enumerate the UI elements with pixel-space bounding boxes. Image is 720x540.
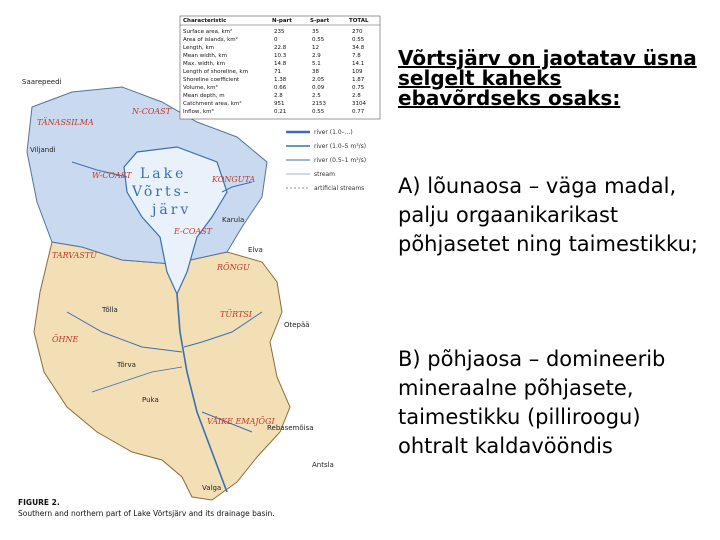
region-label-ohne: ÕHNE xyxy=(52,335,79,344)
place-label-viljandi: Viljandi xyxy=(30,146,56,154)
table-cell: 0 xyxy=(274,37,278,43)
table-cell: 0.66 xyxy=(274,85,287,91)
table-header-characteristic: Characteristic xyxy=(183,18,227,24)
table-cell: 22.8 xyxy=(274,45,287,51)
table-row-label: Shoreline coefficient xyxy=(183,77,240,83)
table-cell: 2.05 xyxy=(312,77,325,83)
table-cell: 0.77 xyxy=(352,109,365,115)
table-row-label: Area of islands, km² xyxy=(183,37,238,43)
place-label-puka: Puka xyxy=(142,396,159,404)
table-cell: 7.8 xyxy=(352,53,361,59)
legend-item-river-large: river (1.0–...) xyxy=(314,129,353,136)
lake-map-figure xyxy=(12,12,382,526)
region-label-vaike-emajogi: VÄIKE EMAJÕGI xyxy=(207,417,275,426)
lake-label-line-3: järv xyxy=(152,202,192,218)
table-cell: 109 xyxy=(352,69,363,75)
table-cell: 0.55 xyxy=(312,37,325,43)
legend-item-stream: stream xyxy=(314,171,336,178)
place-label-valga: Valga xyxy=(202,484,222,492)
table-row-label: Mean depth, m xyxy=(183,93,225,99)
paragraph-southern-part: A) lõunaosa – väga madal, palju orgaanikarikast põhjasetet ning taimestikku; xyxy=(398,174,698,256)
figure-caption-text xyxy=(18,509,275,518)
table-row-label: Inflow, km³ xyxy=(183,109,214,115)
table-cell: 71 xyxy=(274,69,281,75)
table-row-label: Volume, km³ xyxy=(183,85,218,91)
table-cell: 34.8 xyxy=(352,45,365,51)
table-cell: 2.8 xyxy=(352,93,361,99)
table-cell: 0.55 xyxy=(312,109,325,115)
region-label-turtsi: TÜRTSI xyxy=(220,310,252,319)
region-label-rongu: RÕNGU xyxy=(217,263,250,272)
table-cell: 12 xyxy=(312,45,319,51)
region-label-n-coast: N-COAST xyxy=(132,107,171,116)
lake-label-line-2: Võrts- xyxy=(132,184,192,200)
lake-label-line-1: Lake xyxy=(140,166,187,182)
paragraph-northern-part: B) põhjaosa – domineerib mineraalne põhjasete, taimestikku (pilliroogu) ohtralt kaldavööndis xyxy=(398,347,666,458)
table-row-label: Length of shoreline, km xyxy=(183,69,248,75)
slide-title: Võrtsjärv on jaotatav üsna selgelt kaheks ebavõrdseks osaks: xyxy=(398,46,697,110)
table-cell: 270 xyxy=(352,29,363,35)
table-cell: 0.09 xyxy=(312,85,325,91)
legend-item-river-medium: river (1.0–5 m³/s) xyxy=(314,143,367,150)
place-label-rebasemoisa: Rebasemõisa xyxy=(267,424,314,432)
table-cell: 951 xyxy=(274,101,285,107)
place-label-saarepeedi: Saarepeedi xyxy=(22,78,62,86)
table-row-label: Max. width, km xyxy=(183,61,226,67)
table-cell: 38 xyxy=(312,69,319,75)
table-header-total: TOTAL xyxy=(349,18,369,24)
figure-caption-bold: FIGURE 2. xyxy=(18,498,60,507)
region-label-w-coast: W-COAST xyxy=(92,171,132,180)
table-row-label: Catchment area, km² xyxy=(183,101,242,107)
region-label-tarvastu: TARVASTU xyxy=(52,251,97,260)
place-label-elva: Elva xyxy=(248,246,263,254)
region-label-e-coast: E-COAST xyxy=(174,227,212,236)
table-cell: 3104 xyxy=(352,101,366,107)
table-header-s-part: S-part xyxy=(310,18,330,24)
region-label-tanassilma: TÄNASSILMA xyxy=(37,118,94,127)
table-cell: 14.1 xyxy=(352,61,365,67)
table-cell: 35 xyxy=(312,29,319,35)
table-row-label: Mean width, km xyxy=(183,53,227,59)
legend-item-artificial: artificial streams xyxy=(314,185,365,192)
figure-caption-text-span: Southern and northern part of Lake Võrtsjärv and its drainage basin. xyxy=(18,509,275,518)
place-label-otepaa: Otepää xyxy=(284,321,310,329)
table-row-label: Length, km xyxy=(183,45,215,51)
table-cell: 1.87 xyxy=(352,77,365,83)
legend-item-river-small: river (0.5–1 m³/s) xyxy=(314,157,367,164)
region-label-konguta: KONGUTA xyxy=(212,175,256,184)
table-cell: 2.5 xyxy=(312,93,321,99)
table-cell: 0.75 xyxy=(352,85,365,91)
table-cell: 2153 xyxy=(312,101,326,107)
table-cell: 14.8 xyxy=(274,61,287,67)
table-cell: 10.3 xyxy=(274,53,287,59)
characteristics-table xyxy=(180,16,380,119)
place-label-karula: Karula xyxy=(222,216,245,224)
place-label-antsla: Antsla xyxy=(312,461,334,469)
table-header-n-part: N-part xyxy=(272,18,292,24)
table-cell: 235 xyxy=(274,29,285,35)
place-label-torva: Tõrva xyxy=(117,361,136,369)
table-cell: 0.21 xyxy=(274,109,287,115)
table-cell: 0.55 xyxy=(352,37,365,43)
table-cell: 2.8 xyxy=(274,93,283,99)
table-cell: 5.1 xyxy=(312,61,321,67)
table-row-label: Surface area, km² xyxy=(183,29,233,35)
table-cell: 1.38 xyxy=(274,77,287,83)
table-cell: 2.9 xyxy=(312,53,321,59)
place-label-tolla: Tõlla xyxy=(102,306,118,314)
